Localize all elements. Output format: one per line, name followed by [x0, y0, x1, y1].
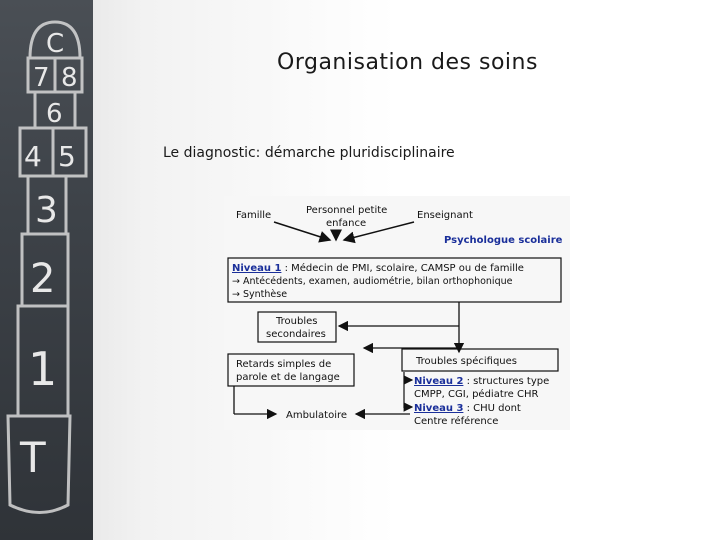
- hopscotch-image: [0, 0, 93, 540]
- troubles-sec-line2: secondaires: [266, 329, 326, 340]
- niveau1-text: : Médecin de PMI, scolaire, CAMSP ou de famille: [281, 263, 524, 274]
- niveau3-text: : CHU dont: [463, 403, 521, 414]
- hopscotch-label-t: T: [20, 433, 46, 482]
- niveau2-line2: CMPP, CGI, pédiatre CHR: [414, 389, 539, 400]
- niveau3-label: Niveau 3: [414, 403, 464, 414]
- hopscotch-label-1: 1: [28, 342, 58, 396]
- hopscotch-label-3: 3: [35, 190, 58, 231]
- hopscotch-label-7: 7: [33, 63, 50, 93]
- niveau1-label: Niveau 1: [232, 263, 282, 274]
- niveau3-line1: [414, 403, 521, 414]
- niveau2-label: Niveau 2: [414, 376, 464, 387]
- arrow-famille: [274, 222, 330, 240]
- niveau1-line1: [232, 262, 524, 274]
- retards-line2: parole et de langage: [236, 372, 340, 383]
- hopscotch-label-4: 4: [24, 140, 42, 173]
- slide-subtitle: Le diagnostic: démarche pluridisciplinaire: [163, 145, 455, 161]
- enseignant-label: Enseignant: [417, 210, 473, 221]
- psychologue-label: Psychologue scolaire: [444, 235, 563, 246]
- troubles-spec-label: Troubles spécifiques: [416, 356, 517, 367]
- niveau1-line2: → Antécédents, examen, audiométrie, bilan orthophonique: [232, 276, 513, 287]
- famille-label: Famille: [236, 210, 272, 221]
- niveau2-text: : structures type: [463, 376, 550, 387]
- niveau3-line2: Centre référence: [414, 416, 499, 427]
- personnel-label-line2: enfance: [326, 218, 367, 229]
- hopscotch-label-5: 5: [58, 140, 76, 173]
- hopscotch-label-2: 2: [30, 256, 56, 302]
- troubles-sec-line1: Troubles: [276, 316, 318, 327]
- niveau1-line3: → Synthèse: [232, 289, 288, 300]
- retards-line1: Retards simples de: [236, 359, 332, 370]
- niveau2-line1: [414, 376, 549, 387]
- hopscotch-label-8: 8: [61, 63, 78, 93]
- slide-title: Organisation des soins: [277, 50, 538, 75]
- hopscotch-label-c: C: [46, 29, 65, 59]
- ambulatoire-label: Ambulatoire: [286, 410, 348, 421]
- personnel-label-line1: Personnel petite: [306, 205, 388, 216]
- care-organisation-diagram: [224, 196, 570, 430]
- hopscotch-label-6: 6: [46, 99, 63, 129]
